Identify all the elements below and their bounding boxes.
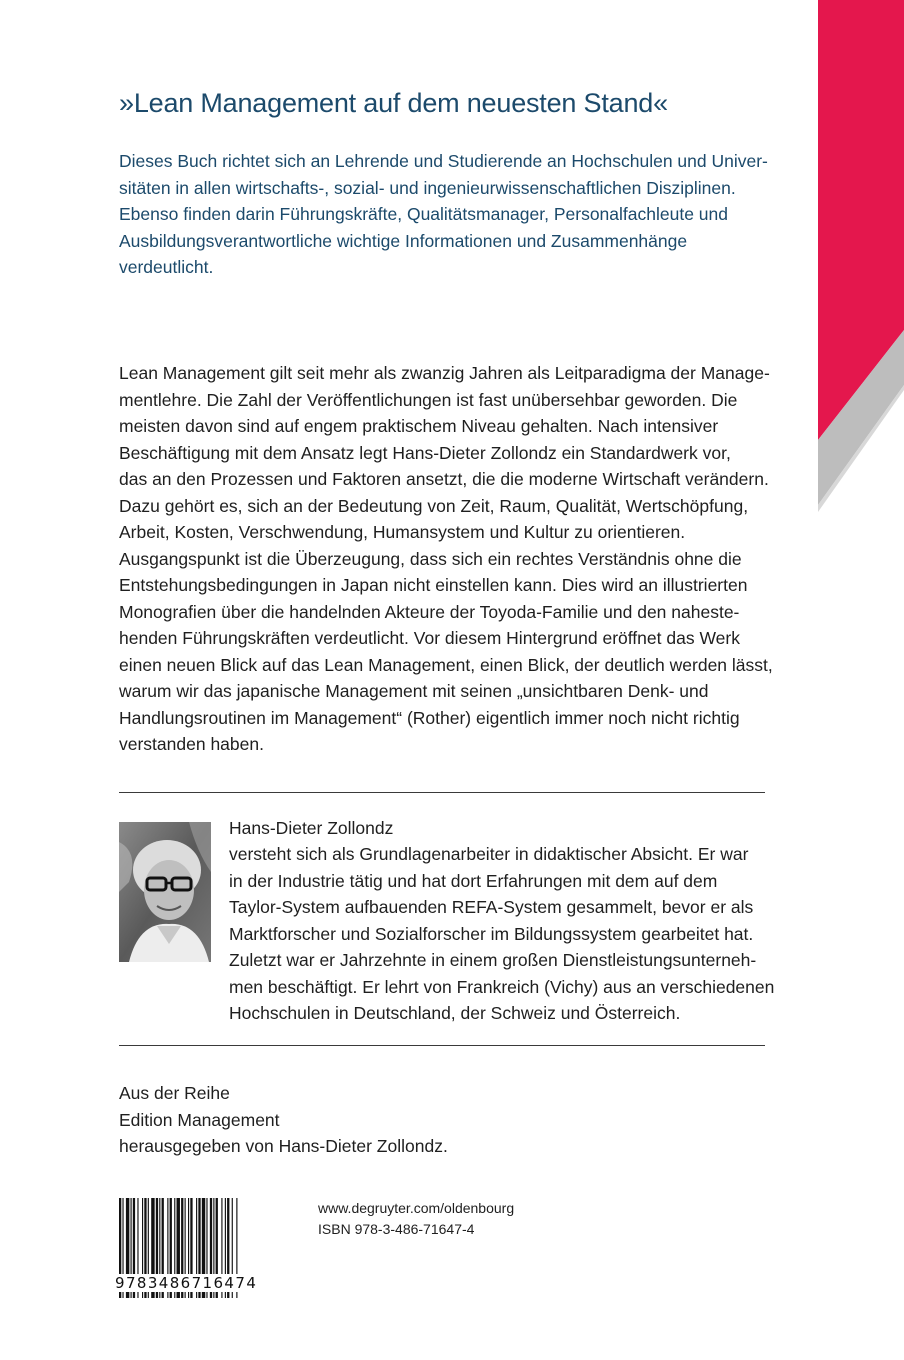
series-title: Edition Management [119,1109,280,1130]
intro-paragraph [119,148,768,281]
series-editor: herausgegeben von Hans-Dieter Zollondz. [119,1136,448,1156]
bio-line: versteht sich als Grundlagenarbeiter in didaktischer Absicht. Er war [229,844,749,864]
body-line: warum wir das japanische Management mit seinen „unsichtbaren Denk- und [119,681,709,701]
publisher-info [318,1198,514,1240]
body-line: das an den Prozessen und Faktoren ansetzt, die die moderne Wirtschaft verändern. [119,469,769,489]
bio-line: in der Industrie tätig und hat dort Erfahrungen mit dem auf dem [229,870,718,891]
barcode-digits: 9783486716474 [113,1274,281,1292]
bio-line: Marktforscher und Sozialforscher im Bildungssystem gearbeitet hat. [229,923,754,944]
intro-line: verdeutlicht. [119,257,214,277]
body-line: Handlungsroutinen im Management“ (Rother) eigentlich immer noch nicht richtig [119,707,740,728]
divider [119,792,765,793]
body-line: Ausgangspunkt ist die Überzeugung, dass sich ein rechtes Verständnis ohne die [119,548,742,569]
author-photo [119,822,211,962]
series-label: Aus der Reihe [119,1083,230,1103]
intro-line: Dieses Buch richtet sich an Lehrende und Studierende an Hochschulen und Univer- [119,151,768,171]
intro-line: sitäten in allen wirtschafts-, sozial- und ingenieurwissenschaftlichen Disziplinen. [119,177,736,198]
author-bio [229,841,775,1027]
series-info [119,1080,448,1160]
cover-accent-band [818,0,904,520]
description-paragraph [119,360,773,758]
body-line: Arbeit, Kosten, Verschwendung, Humansystem und Kultur zu orientieren. [119,522,686,542]
body-line: verstanden haben. [119,734,264,754]
isbn-text: ISBN 978-3-486-71647-4 [318,1221,475,1237]
divider [119,1045,765,1046]
body-line: Entstehungsbedingungen in Japan nicht einstellen kann. Dies wird an illustrierten [119,575,748,595]
body-line: Monografien über die handelnden Akteure der Toyoda-Familie und den naheste- [119,601,740,622]
body-line: Lean Management gilt seit mehr als zwanzig Jahren als Leitparadigma der Manage- [119,363,770,383]
body-line: henden Führungskräften verdeutlicht. Vor diesem Hintergrund eröffnet das Werk [119,628,740,648]
intro-line: Ausbildungsverantwortliche wichtige Informationen und Zusammenhänge [119,230,688,251]
intro-line: Ebenso finden darin Führungskräfte, Qualitätsmanager, Personalfachleute und [119,204,728,224]
headline: »Lean Management auf dem neuesten Stand« [119,88,668,118]
body-line: mentlehre. Die Zahl der Veröffentlichungen ist fast unübersehbar geworden. Die [119,389,738,410]
body-line: Beschäftigung mit dem Ansatz legt Hans-Dieter Zollondz ein Standardwerk vor, [119,442,731,463]
publisher-url[interactable]: www.degruyter.com/oldenbourg [318,1200,515,1216]
bio-line: Zuletzt war er Jahrzehnte in einem großen Dienstleistungsunterneh- [229,950,757,970]
bio-line: Hochschulen in Deutschland, der Schweiz und Österreich. [229,1003,681,1023]
author-name: Hans-Dieter Zollondz [229,818,394,838]
bio-line: men beschäftigt. Er lehrt von Frankreich (Vichy) aus an verschiedenen [229,976,775,997]
bio-line: Taylor-System aufbauenden REFA-System gesammelt, bevor er als [229,897,754,917]
body-line: einen neuen Blick auf das Lean Management, einen Blick, der deutlich werden lässt, [119,654,773,675]
body-line: Dazu gehört es, sich an der Bedeutung von Zeit, Raum, Qualität, Wertschöpfung, [119,495,749,516]
body-line: meisten davon sind auf engem praktischem Niveau gehalten. Nach intensiver [119,416,719,436]
